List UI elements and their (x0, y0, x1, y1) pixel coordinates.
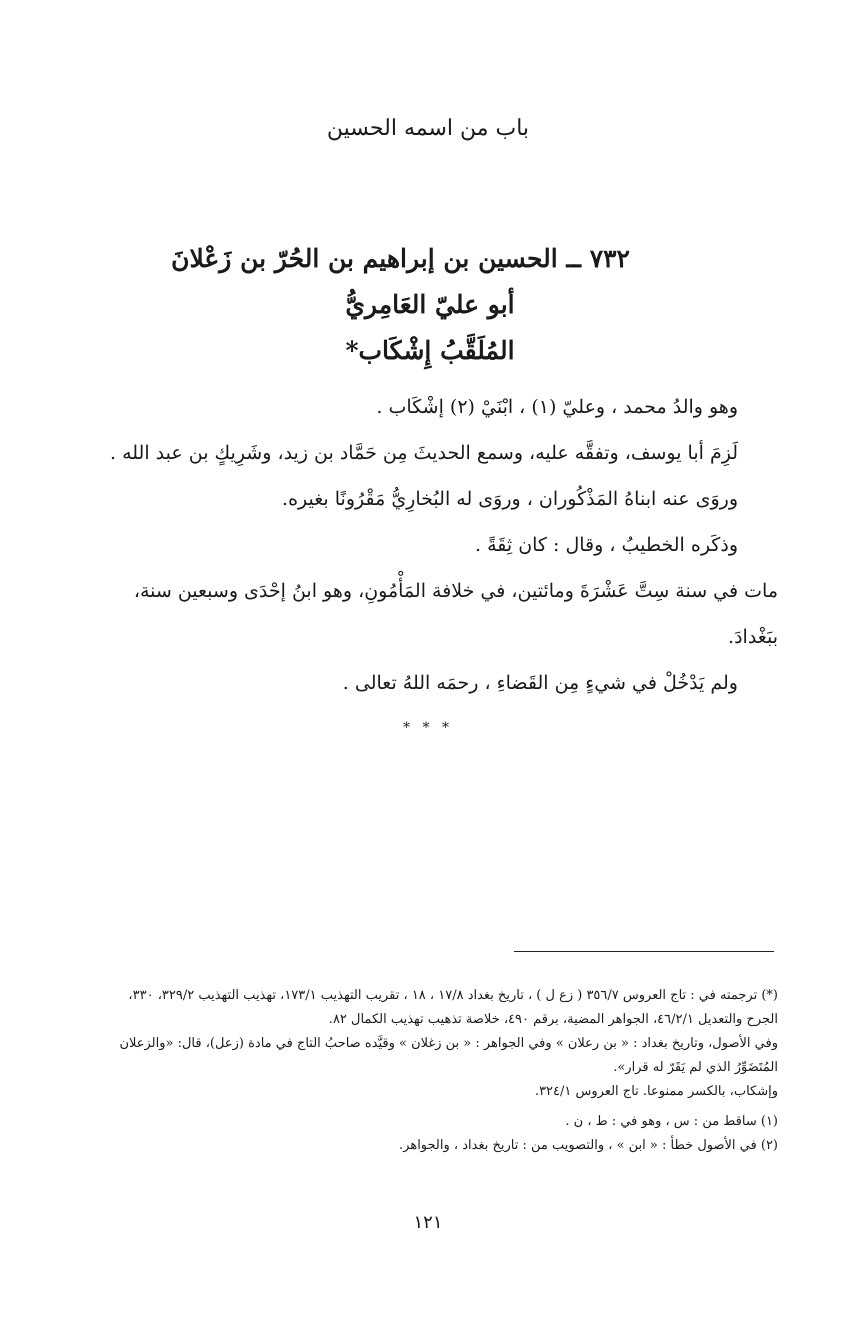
paragraph-5: مات في سنة سِتَّ عَشْرَةَ ومائتين، في خلافة المَأْمُونِ، وهو ابنُ إحْدَى وسبعين سنة، ببَغْدادَ. (133, 580, 778, 648)
footnote-2: (٢) في الأصول خطأ : « ابن » ، والتصويب من : تاريخ بغداد ، والجواهر. (399, 1138, 778, 1153)
footnote-star: (*) ترجمته في : تاج العروس ٣٥٦/٧ ( زع ل ) ، تاريخ بغداد ١٧/٨ ، ١٨ ، تقريب التهذيب ١٧٣/١، تهذيب التهذيب ٣٢٩/٢، ٣٣٠، الجرح والتعديل ٤٦/٢/١، الجواهر المضية، برقم ٤٩٠، خلاصة تذهيب تهذيب الكمال ٨٢. (128, 988, 778, 1027)
footnotes (108, 984, 778, 1158)
footnote-star-cont-2: وإشكاب، بالكسر ممنوعا. تاج العروس ٣٢٤/١. (534, 1084, 778, 1099)
page-number: ١٢١ (413, 1212, 443, 1233)
paragraph-2: لَزِمَ أبا يوسف، وتفقَّه عليه، وسمع الحديثَ مِن حَمَّاد بن زيد، وشَرِيكٍ بن عبد الله . (109, 442, 738, 464)
section-end-stars: * * * (403, 720, 453, 736)
paragraph-4: وذكَره الخطيبُ ، وقال : كان ثِقَةً . (474, 534, 738, 556)
footnote-1: (١) ساقط من : س ، وهو في : ط ، ن . (565, 1114, 778, 1129)
entry-name-line: ٧٣٢ ــ الحسين بن إبراهيم بن الحُرّ بن زَعْلانَ (171, 244, 630, 273)
paragraph-1: وهو والدُ محمد ، وعليّ (١) ، ابْنَيْ (٢) إشْكَاب . (376, 396, 738, 418)
footnote-star-cont-1: وفي الأصول، وتاريخ بغداد : « بن رعلان » وفي الجواهر : « بن زغلان » وقيَّده صاحبُ التاج في مادة (زعل)، قال: «والزعلان المُتَضَوِّرُ الذي لم يَقَرّ له قرار». (119, 1036, 778, 1075)
paragraph-3: وروَى عنه ابناهُ المَذْكُوران ، وروَى له البُخارِيُّ مَقْرُونًا بغيره. (282, 488, 738, 510)
chapter-title: باب من اسمه الحسين (326, 116, 530, 141)
footnote-divider (514, 951, 774, 952)
entry-laqab-line: المُلَقَّبُ إِشْكَاب* (345, 336, 515, 365)
entry-body (78, 384, 778, 706)
entry-heading (171, 236, 630, 374)
paragraph-6: ولم يَدْخُلْ في شيءٍ مِن القَضاءِ ، رحمَه اللهُ تعالى . (342, 672, 738, 694)
entry-kunya-line: أبو عليّ العَامِريُّ (345, 290, 515, 319)
